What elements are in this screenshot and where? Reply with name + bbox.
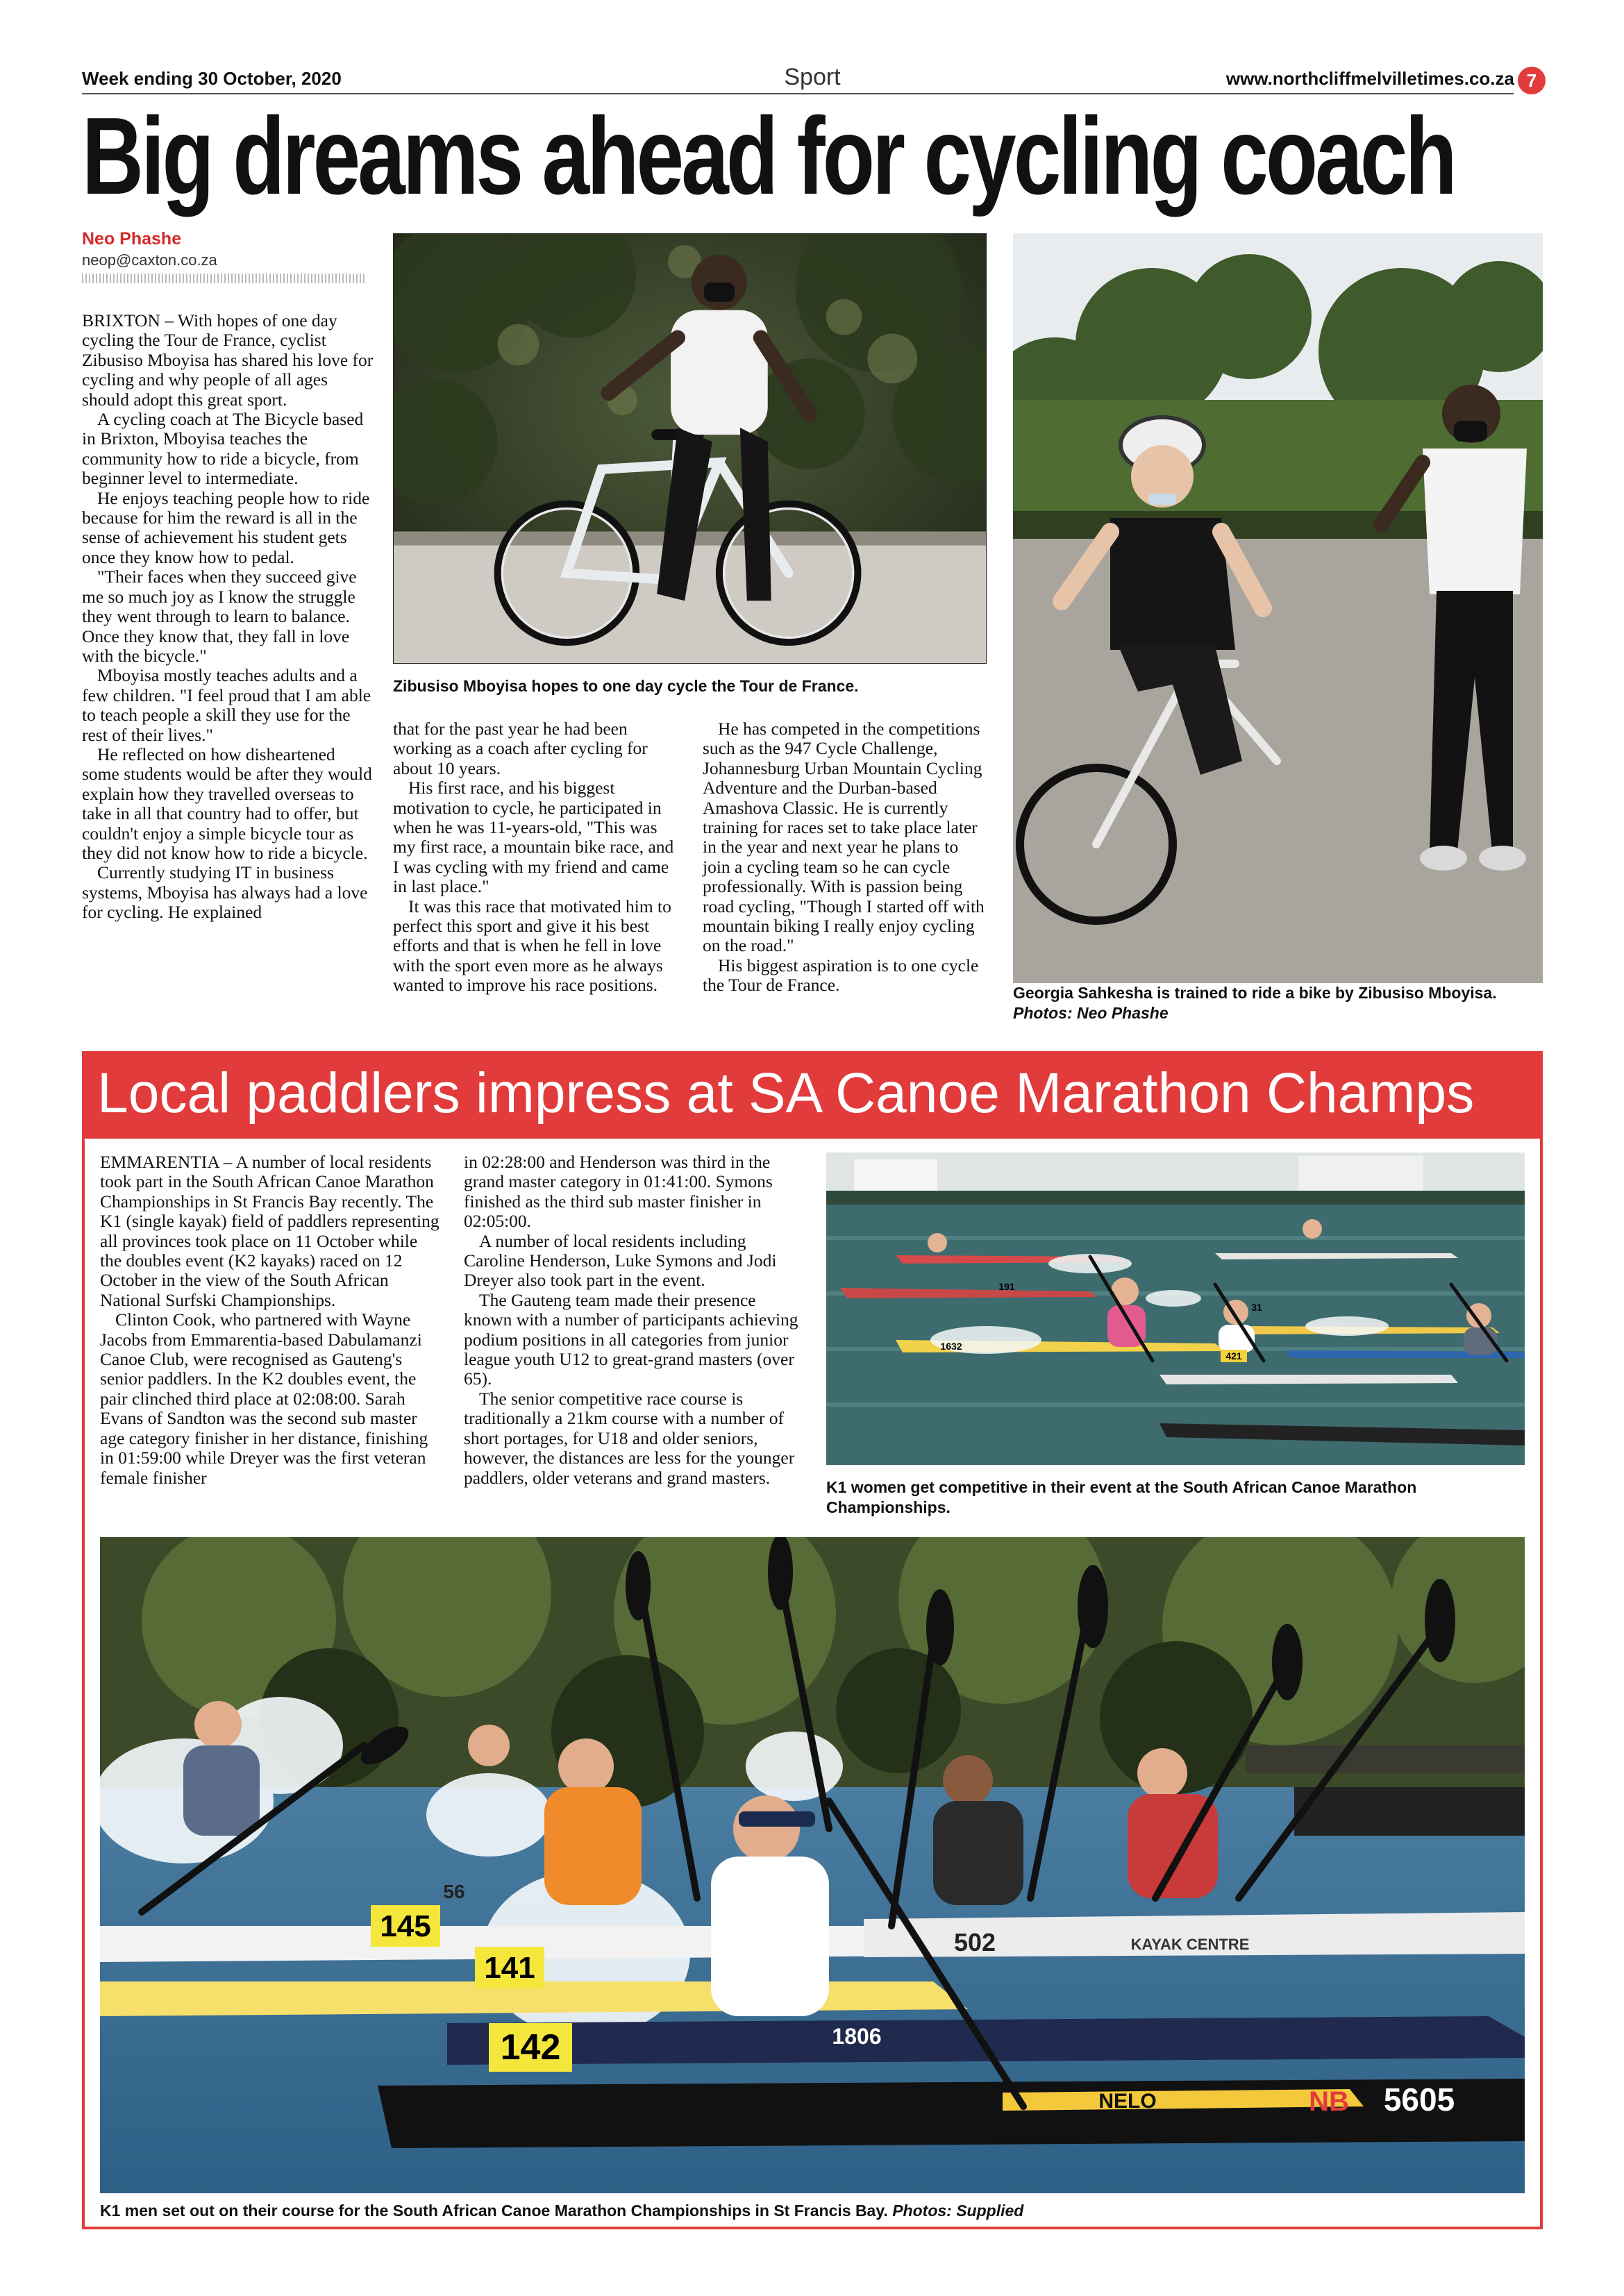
paragraph: BRIXTON – With hopes of one day cycling the Tour de France, cyclist Zibusiso Mboyisa has shared his love for cycling and why people of all ages should adopt this great sport. (82, 310, 374, 410)
photo-coach-on-bicycle (393, 233, 987, 664)
article2-column-1 (100, 1153, 440, 1488)
caption-photo-1: Zibusiso Mboyisa hopes to one day cycle the Tour de France. (393, 677, 859, 695)
article1-column-1 (82, 311, 374, 923)
article2-column-2 (464, 1153, 804, 1488)
paragraph: He enjoys teaching people how to ride because for him the reward is all in the sense of achievement his student gets once they know how to pedal. (82, 487, 370, 567)
boat-number-label: 141 (484, 1951, 535, 1985)
boat-number-label: 421 (1225, 1350, 1242, 1361)
article1-column-3 (703, 719, 987, 996)
boat-number-label: 1806 (832, 2024, 882, 2049)
issue-date: Week ending 30 October, 2020 (82, 68, 342, 89)
paragraph: It was this race that motivated him to perfect this sport and give it his best efforts and that is when he fell in love with the sport even more as he always wanted to improve his race positions. (393, 896, 671, 996)
paragraph: The Gauteng team made their presence known with a number of participants achieving podium positions in all categories from junior league youth U12 to great-grand masters (over 65). (464, 1289, 798, 1389)
boat-brand-label: KAYAK CENTRE (1130, 1936, 1250, 1953)
caption-photo-4 (100, 2201, 1530, 2221)
photo-trainee-with-coach (1013, 233, 1543, 983)
photo-trainee-with-coach-image (1013, 233, 1543, 983)
website-link[interactable]: www.northcliffmelvilletimes.co.za (1225, 68, 1514, 89)
paragraph: He has competed in the competitions such as the 947 Cycle Challenge, Johannesburg Urban Mountain Cycling Adventure and the Durban-based Amashova Classic. He is currently training for races set to take place later in the year and next year he plans to join a cycling team so he can cycle professionally. With is passion being road cycling, "Though I started off with mountain biking I really enjoy cycling on the road." (703, 719, 985, 956)
paragraph: in 02:28:00 and Henderson was third in the grand master category in 01:41:00. Symons finished as the third sub master finisher in 02:05:00. (464, 1152, 773, 1232)
paragraph: His first race, and his biggest motivation to cycle, he participated in when he was 11-years-old, "This was my first race, a mountain bike race, and I was cycling with my friend and came in last place." (393, 778, 674, 897)
paragraph: He reflected on how disheartened some students would be after they would explain how they travelled overseas to take in all that country had to offer, but couldn't enjoy a simple bicycle tour as they did not know how to ride a bicycle. (82, 744, 372, 863)
boat-number-label: 5605 (1383, 2081, 1455, 2118)
header-rule (82, 93, 1514, 94)
boat-number-label: 31 (1251, 1302, 1262, 1313)
article1-column-2 (393, 719, 678, 996)
paragraph: A number of local residents including Caroline Henderson, Luke Symons and Jodi Dreyer also took part in the event. (464, 1230, 777, 1291)
boat-number-label: 145 (380, 1909, 431, 1943)
paragraph: Mboyisa mostly teaches adults and a few children. "I feel proud that I am able to teach people a skill they use for the rest of their lives." (82, 665, 371, 745)
caption-photo-4-text: K1 men set out on their course for the South African Canoe Marathon Championships in St Francis Bay. (100, 2202, 888, 2220)
page-number-badge: 7 (1518, 67, 1546, 94)
photo-k1-women-image (826, 1153, 1525, 1465)
paragraph: that for the past year he had been working as a coach after cycling for about 10 years. (393, 719, 648, 778)
boat-brand-label: NELO (1098, 2090, 1157, 2113)
paragraph: His biggest aspiration is to one cycle the Tour de France. (703, 955, 979, 996)
boat-number-label: 1632 (940, 1341, 962, 1352)
section-label: Sport (784, 64, 841, 90)
byline-email[interactable]: neop@caxton.co.za (82, 251, 217, 269)
byline-name: Neo Phashe (82, 229, 182, 249)
photo-credit: Photos: Neo Phashe (1013, 1004, 1169, 1022)
boat-brand-label: NB (1309, 2086, 1349, 2117)
paragraph: EMMARENTIA – A number of local residents took part in the South African Canoe Marathon Championships in St Francis Bay recently. The K1 (single kayak) field of paddlers representing all provinces took place on 11 October while the doubles event (K2 kayaks) raced on 12 October in the view of the South African National Surfski Championships. (100, 1152, 440, 1310)
paragraph: Clinton Cook, who partnered with Wayne Jacobs from Emmarentia-based Dabulamanzi Canoe Club, were recognised as Gauteng's senior paddlers. In the K2 doubles event, the pair clinched third place at 02:08:00. Sarah Evans of Sandton was the second sub master age category finisher in her distance, finishing in 01:59:00 while Dreyer was the first veteran female finisher (100, 1309, 428, 1488)
paragraph: A cycling coach at The Bicycle based in Brixton, Mboyisa teaches the community how to ride a bicycle, from beginner level to intermediate. (82, 409, 364, 489)
boat-number-label: 502 (953, 1928, 996, 1956)
article1-headline: Big dreams ahead for cycling coach (82, 95, 1455, 217)
paragraph: "Their faces when they succeed give me so much joy as I know the struggle they went through to learn to balance. Once they know that, they fall in love with the bicycle." (82, 567, 357, 666)
boat-number-label: 191 (998, 1281, 1015, 1292)
caption-photo-2 (1013, 983, 1555, 1023)
photo-credit: Photos: Supplied (892, 2202, 1024, 2220)
boat-number-label: 142 (500, 2027, 561, 2068)
boat-number-label: 56 (443, 1881, 465, 1902)
paragraph: The senior competitive race course is traditionally a 21km course with a number of short portages, for U18 and older seniors, however, the distances are less for the younger paddlers, older veterans and grand masters. (464, 1388, 795, 1488)
paragraph: Currently studying IT in business systems, Mboyisa has always had a love for cycling. He explained (82, 862, 368, 923)
photo-k1-women (826, 1153, 1525, 1465)
photo-coach-on-bicycle-image (394, 234, 986, 663)
photo-k1-men-image (100, 1537, 1525, 2193)
byline-divider (82, 274, 367, 283)
article2-headline: Local paddlers impress at SA Canoe Marathon Champs (97, 1062, 1475, 1125)
caption-photo-2-text: Georgia Sahkesha is trained to ride a bike by Zibusiso Mboyisa. (1013, 984, 1497, 1002)
caption-photo-3: K1 women get competitive in their event at the South African Canoe Marathon Championships. (826, 1478, 1417, 1516)
photo-k1-men (100, 1537, 1525, 2193)
